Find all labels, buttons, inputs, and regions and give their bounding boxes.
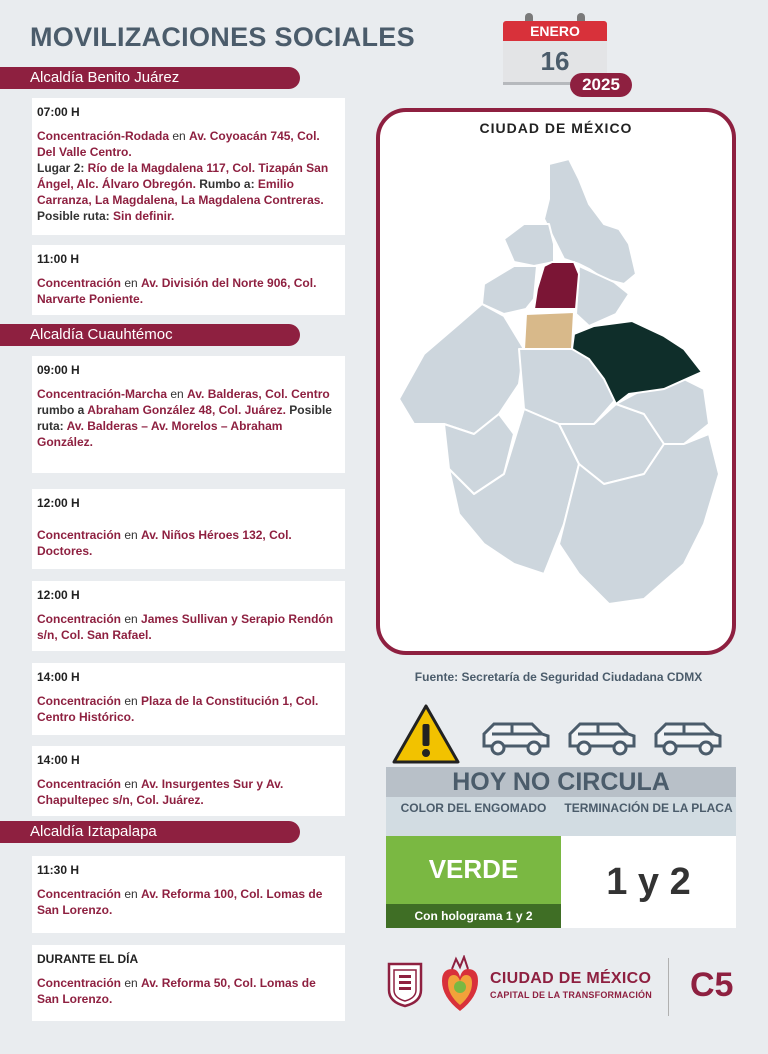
event-text: Concentración-Marcha en Av. Balderas, Col. Centro rumbo a Abraham González 48, Col. Juárez. Posible ruta: Av. Balderas – Av. Morelos – Abraham González. xyxy=(37,387,332,449)
government-seal-icon xyxy=(385,960,425,1008)
event-card xyxy=(32,98,345,235)
heart-emblem-icon xyxy=(438,955,482,1015)
event-text: Concentración en Av. Niños Héroes 132, Col. Doctores. xyxy=(37,528,292,558)
map-benito-juarez xyxy=(524,312,574,349)
event-card xyxy=(32,489,345,569)
event-time: 07:00 H xyxy=(37,105,80,119)
event-time: 11:00 H xyxy=(37,252,80,266)
event-card xyxy=(32,245,345,315)
car-icon xyxy=(570,724,634,754)
warning-icon xyxy=(394,706,458,762)
sticker-color: VERDE xyxy=(428,854,519,884)
map-region xyxy=(399,304,524,434)
event-time: DURANTE EL DÍA xyxy=(37,952,139,966)
hologram-label: Con holograma 1 y 2 xyxy=(386,904,561,928)
cdmx-tagline: CAPITAL DE LA TRANSFORMACIÓN xyxy=(490,990,652,1000)
hoy-no-circula-title: HOY NO CIRCULA xyxy=(386,767,736,797)
event-text: Concentración en Av. Reforma 50, Col. Lomas de San Lorenzo. xyxy=(37,976,316,1006)
event-card xyxy=(32,663,345,735)
cdmx-map-svg xyxy=(380,112,732,651)
map-region xyxy=(482,266,537,314)
event-text: Concentración en Plaza de la Constitución 1, Col. Centro Histórico. xyxy=(37,694,319,724)
car-icon xyxy=(656,724,720,754)
page-title: MOVILIZACIONES SOCIALES xyxy=(30,22,415,52)
plate-endings: 1 y 2 xyxy=(561,836,736,928)
event-text: Concentración en James Sullivan y Serapio Rendón s/n, Col. San Rafael. xyxy=(37,612,334,642)
event-text: Concentración en Av. Insurgentes Sur y Av. Chapultepec s/n, Col. Juárez. xyxy=(37,777,284,807)
cdmx-name: CIUDAD DE MÉXICO xyxy=(490,970,652,987)
calendar-day: 16 xyxy=(503,41,607,85)
color-header: COLOR DEL ENGOMADO xyxy=(400,801,547,815)
event-card xyxy=(32,746,345,816)
event-card xyxy=(32,356,345,473)
footer-divider xyxy=(668,958,669,1016)
plate-header: TERMINACIÓN DE LA PLACA xyxy=(564,801,733,815)
section-benito-juarez: Alcaldía Benito Juárez xyxy=(0,67,300,89)
event-card xyxy=(32,856,345,933)
hoy-no-circula-headers xyxy=(386,797,736,836)
cdmx-map xyxy=(376,108,736,655)
calendar-month: ENERO xyxy=(503,21,607,41)
event-card xyxy=(32,581,345,651)
event-time: 12:00 H xyxy=(37,588,80,602)
hoy-no-circula-icons xyxy=(386,700,736,768)
map-region xyxy=(504,224,554,266)
event-time: 14:00 H xyxy=(37,753,80,767)
sticker-color-cell xyxy=(386,836,561,928)
event-text: Concentración en Av. División del Norte 906, Col. Narvarte Poniente. xyxy=(37,276,317,306)
event-text: Concentración-Rodada en Av. Coyoacán 745, Col. Del Valle Centro. Lugar 2: Río de la Magdalena 117, Col. Tizapán San Ángel, Alc. Álvaro Obregón. Rumbo a: Emilio Carranza, La Magdalena, La Magdalena Contreras. Posible ruta: Sin definir. xyxy=(37,129,329,223)
c5-logo: C5 xyxy=(690,966,734,1004)
map-title: CIUDAD DE MÉXICO xyxy=(479,120,633,136)
car-icon xyxy=(484,724,548,754)
source-text: Fuente: Secretaría de Seguridad Ciudadana CDMX xyxy=(414,670,703,684)
event-text: Concentración en Av. Reforma 100, Col. Lomas de San Lorenzo. xyxy=(37,887,323,917)
calendar-year: 2025 xyxy=(570,73,632,97)
event-time: 12:00 H xyxy=(37,496,80,510)
event-time: 09:00 H xyxy=(37,363,80,377)
event-time: 11:30 H xyxy=(37,863,80,877)
event-card xyxy=(32,945,345,1021)
section-iztapalapa: Alcaldía Iztapalapa xyxy=(0,821,300,843)
cdmx-brand xyxy=(490,970,652,1000)
event-time: 14:00 H xyxy=(37,670,80,684)
map-cuauhtemoc xyxy=(534,262,579,309)
section-cuauhtemoc: Alcaldía Cuauhtémoc xyxy=(0,324,300,346)
